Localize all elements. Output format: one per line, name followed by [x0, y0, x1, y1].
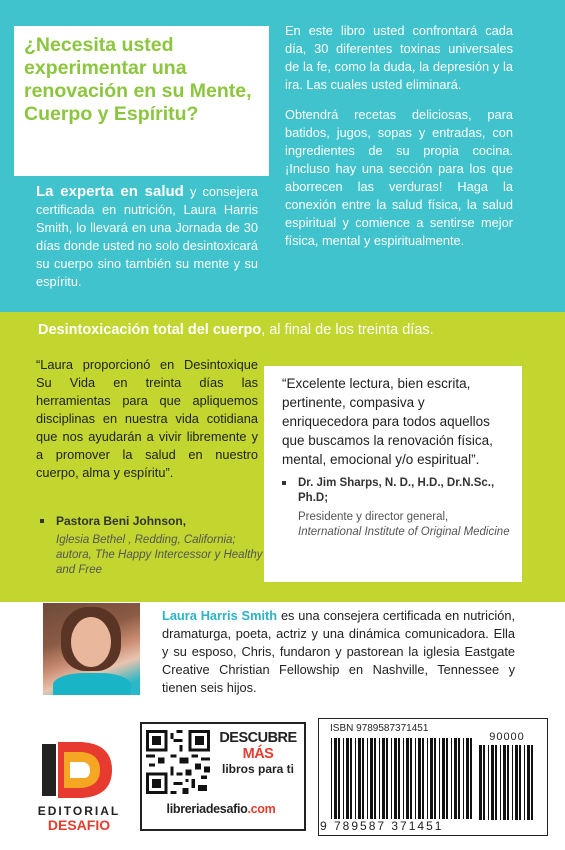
promo-url[interactable]: libreriadesafio.com — [166, 802, 276, 816]
headline: ¿Necesita usted experimentar una renovación en su Mente, Cuerpo y Espíritu? — [24, 34, 252, 125]
intro-bold: La experta en salud — [36, 183, 184, 200]
publisher-name-2: DESAFIO — [47, 817, 111, 833]
intro-text: y consejera certificada en nutrición, Laura Harris Smith, lo llevará en una Jornada de 30 días donde usted no solo desintoxicará su cuerpo sino también su mente y su espíritu. — [36, 184, 258, 289]
barcode-icon — [330, 738, 474, 820]
barcode-number: 9 789587 371451 — [320, 819, 476, 833]
green-title — [38, 322, 558, 338]
isbn-label: ISBN 9789587371451 — [330, 723, 429, 734]
bullet-icon — [282, 481, 286, 485]
right-paragraph-1: En este libro usted confrontará cada día, 30 diferentes toxinas universales de la fe, como la duda, la depresión y la ira. Las cuales usted eliminará. — [285, 23, 513, 92]
publisher-name-1: EDITORIAL — [37, 804, 121, 818]
quote-2-author: Dr. Jim Sharps, N. D., H.D., Dr.N.Sc., Ph.D; — [282, 476, 514, 506]
author-photo — [43, 603, 140, 695]
author-bio — [162, 607, 515, 697]
bullet-icon — [40, 519, 44, 523]
qr-code-icon — [146, 730, 210, 794]
quote-1-details: Iglesia Bethel , Redding, California; autora, The Happy Intercessor y Healthy and Free — [56, 534, 263, 576]
barcode-addon-number: 90000 — [489, 731, 525, 743]
quote-2-role: Presidente y director general, — [298, 511, 449, 523]
quote-1-attribution — [40, 514, 265, 578]
right-paragraph-2: Obtendrá recetas deliciosas, para batidos, jugos, sopas y entradas, con ingredientes de su propia cocina. ¡Incluso hay una sección para los que aborrecen las verduras! Haga la conexión entre la salud física, la salud espiritual y comience a sentirse mejor física, mental y espiritualmente. — [285, 107, 513, 248]
bio-text: es una consejera certificada en nutrición, dramaturga, poeta, actriz y una dinámica comunicadora. Ella y su esposo, Chris, fundaron y pastorean la iglesia Eastgate Creative Christian Fellowship en Nashville, Tennessee y tienen seis hijos. — [162, 608, 516, 695]
quote-2: “Excelente lectura, bien escrita, pertinente, compasiva y enriquecedora para todos aquellos que buscamos la renovación física, mental, emocional y/o espiritual”. — [282, 376, 493, 467]
quote-1: “Laura proporcionó en Desintoxique Su Vida en treinta días las herramientas para que apliquemos disciplinas en nuestra vida cotidiana que nos ayudarán a vivir libremente y a promover la salud en nuestro cuerpo, alma y espíritu”. — [36, 357, 258, 480]
bio-name: Laura Harris Smith — [162, 608, 278, 623]
promo-heading: DESCUBRE MÁS — [219, 730, 297, 762]
quote-2-attribution — [282, 476, 514, 540]
intro-paragraph — [36, 183, 258, 291]
promo-subheading: libros para ti — [221, 762, 295, 776]
quote-1-author: Pastora Beni Johnson, — [40, 514, 265, 528]
green-title-bold: Desintoxicación total del cuerpo — [38, 322, 262, 338]
right-column — [285, 22, 513, 262]
green-title-rest: , al final de los treinta días. — [261, 322, 434, 338]
barcode-addon-icon — [478, 745, 536, 820]
quote-2-org: International Institute of Original Medicine — [298, 526, 510, 538]
